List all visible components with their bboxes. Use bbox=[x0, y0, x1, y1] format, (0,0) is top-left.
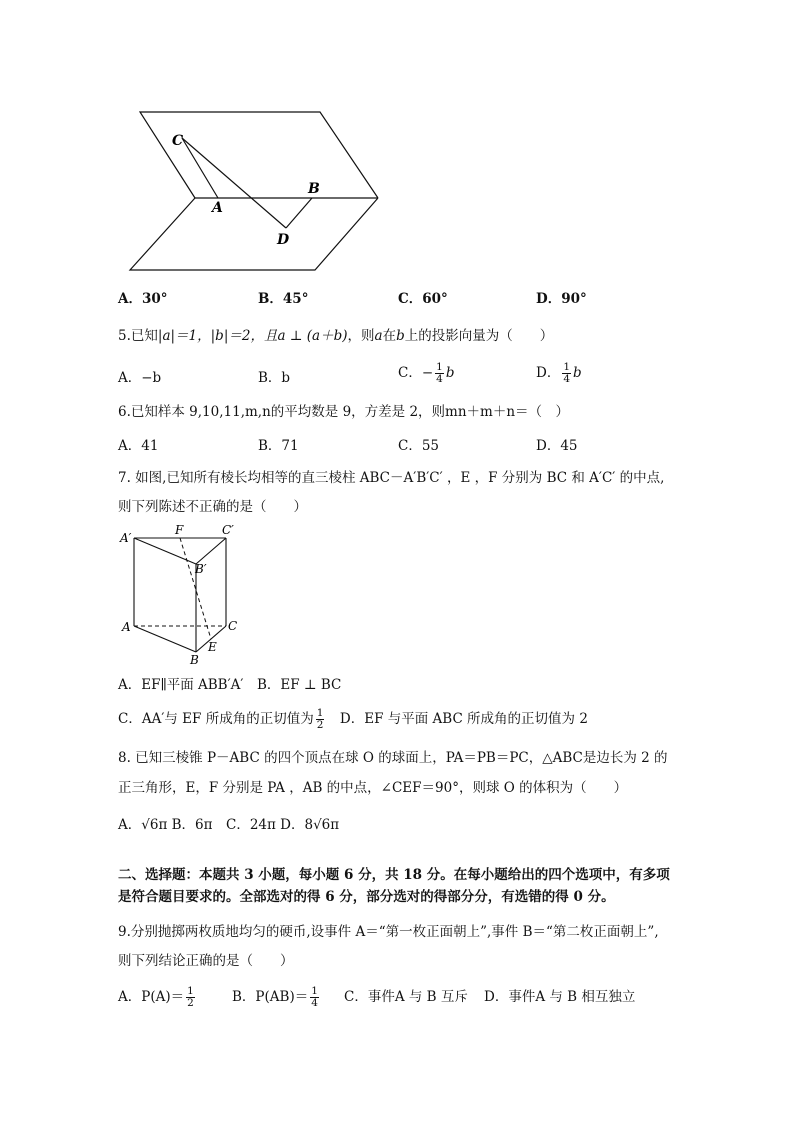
section2-line1: 二、选择题：本题共 3 小题，每小题 6 分，共 18 分。在每小题给出的四个选项中，有多项 bbox=[118, 867, 670, 883]
q8-line1: 8. 已知三棱锥 P－ABC 的四个顶点在球 O 的球面上，PA＝PB＝PC，△ABC是边长为 2 的 bbox=[118, 750, 668, 766]
prism-figure bbox=[118, 522, 248, 667]
q4-option-c: C．60° bbox=[398, 291, 448, 307]
q4-option-b: B．45° bbox=[258, 291, 309, 307]
label-C1: C′ bbox=[222, 523, 234, 537]
label-B: B bbox=[190, 653, 199, 667]
segment-DB bbox=[286, 198, 312, 228]
q6-option-a: A．41 bbox=[118, 438, 159, 454]
q9-option-d: D．事件A 与 B 相互独立 bbox=[484, 989, 636, 1005]
q9-option-a: A．P(A)＝ $\frac{1}{2}$ bbox=[118, 985, 194, 1009]
q5-option-b: B．b bbox=[258, 370, 291, 386]
label-A1: A′ bbox=[120, 531, 132, 545]
q5-option-c: C．− $\frac{1}{4}$ b bbox=[398, 361, 455, 385]
edge-C1B1 bbox=[196, 538, 226, 564]
label-C: C bbox=[172, 133, 184, 149]
q6-stem: 6.已知样本 9,10,11,m,n的平均数是 9，方差是 2，则mn＋m＋n＝（ ） bbox=[118, 404, 570, 420]
label-A: A bbox=[212, 200, 223, 216]
q9-line1: 9.分别抛掷两枚质地均匀的硬币,设事件 A＝“第一枚正面朝上”,事件 B＝“第二枚正面朝上”, bbox=[118, 924, 659, 940]
label-B1: B′ bbox=[195, 562, 207, 576]
q6-option-c: C．55 bbox=[398, 438, 440, 454]
label-D: D bbox=[277, 232, 290, 248]
dihedral-figure bbox=[120, 100, 390, 280]
label-C: C bbox=[228, 619, 238, 633]
q4-option-a: A．30° bbox=[118, 291, 168, 307]
q7-line1: 7. 如图,已知所有棱长均相等的直三棱柱 ABC－A′B′C′ ，E ，F 分别为 BC 和 A′C′ 的中点, bbox=[118, 470, 665, 486]
q5-stem: 5.已知|a|＝1，|b|＝2，且a ⊥ (a＋b)，则a在b上的投影向量为（ ） bbox=[118, 328, 554, 344]
q8-line2: 正三角形，E，F 分别是 PA ，AB 的中点，∠CEF＝90°，则球 O 的体积为（ ） bbox=[118, 780, 628, 796]
lower-plane bbox=[130, 198, 378, 270]
section2-line2: 是符合题目要求的。全部选对的得 6 分，部分选对的得部分分，有选错的得 0 分。 bbox=[118, 889, 615, 905]
upper-plane bbox=[140, 112, 378, 198]
q9-option-b: B．P(AB)＝ $\frac{1}{4}$ bbox=[232, 985, 318, 1009]
label-F: F bbox=[175, 523, 184, 537]
label-E: E bbox=[208, 640, 217, 654]
q6-option-b: B．71 bbox=[258, 438, 299, 454]
q8-options: A．√6π B．6π C．24π D．8√6π bbox=[118, 817, 340, 833]
segment-CD bbox=[182, 138, 286, 228]
segment-CA bbox=[182, 138, 218, 198]
q9-line2: 则下列结论正确的是（ ） bbox=[118, 953, 294, 969]
q5-option-d: D． $\frac{1}{4}$ b bbox=[536, 361, 582, 385]
label-A: A bbox=[122, 620, 131, 634]
edge-AB bbox=[134, 626, 196, 652]
q9-option-c: C．事件A 与 B 互斥 bbox=[344, 989, 468, 1005]
q5-option-a: A．−b bbox=[118, 370, 162, 386]
label-B: B bbox=[308, 181, 320, 197]
q7-options-cd: C．AA′与 EF 所成角的正切值为 $\frac{1}{2}$ D．EF 与平面 ABC 所成角的正切值为 2 bbox=[118, 707, 588, 731]
q7-options-ab: A．EF∥平面 ABB′A′ B．EF ⊥ BC bbox=[118, 677, 342, 693]
q4-option-d: D．90° bbox=[536, 291, 587, 307]
q7-line2: 则下列陈述不正确的是（ ） bbox=[118, 499, 307, 515]
q6-option-d: D．45 bbox=[536, 438, 578, 454]
